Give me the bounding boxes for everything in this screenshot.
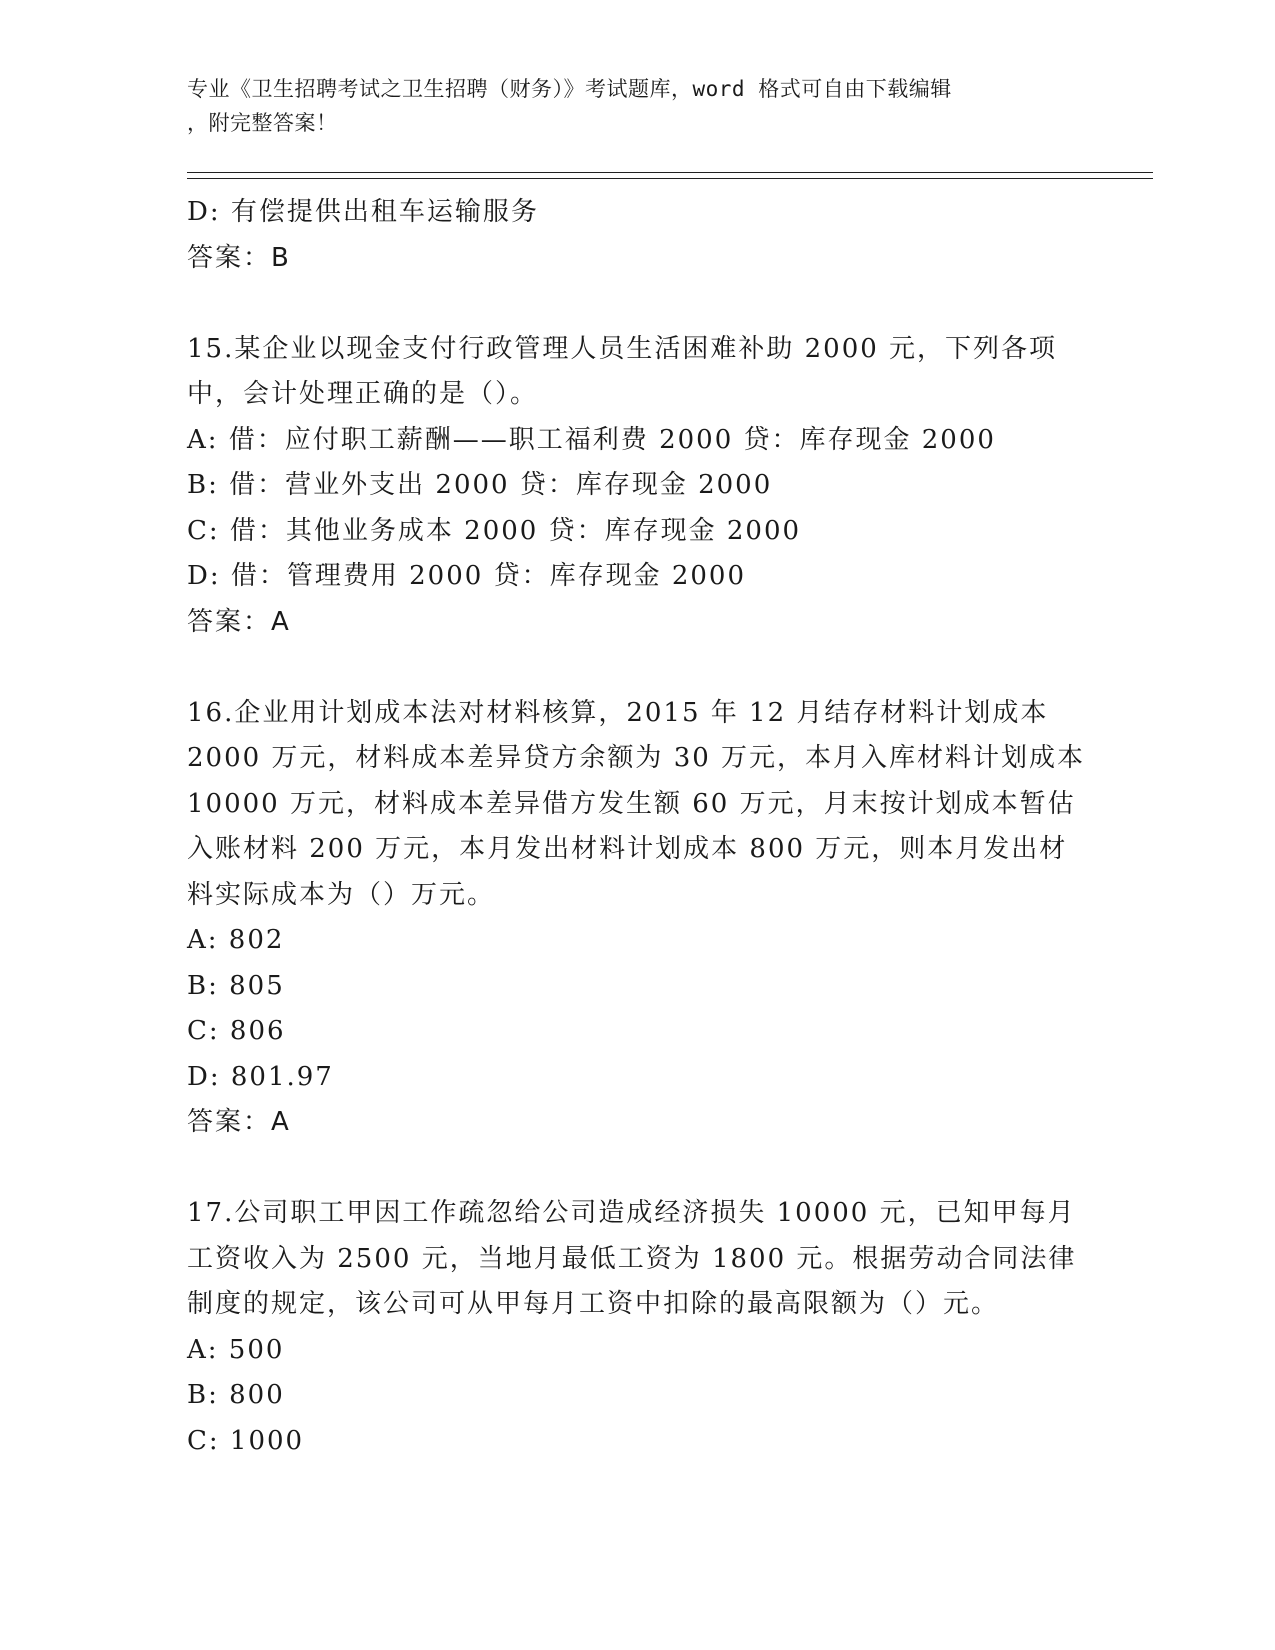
- header-divider-bottom: [187, 178, 1153, 179]
- question-text-line: 10000 万元，材料成本差异借方发生额 60 万元，月末按计划成本暂估: [187, 788, 1076, 819]
- question-text-line: 中，会计处理正确的是（）。: [187, 379, 539, 409]
- question-text-line: 料实际成本为（）万元。: [187, 879, 496, 910]
- option-c: C: 借：其他业务成本 2000 贷：库存现金 2000: [187, 515, 802, 546]
- document-header: [187, 72, 1077, 140]
- question-14-tail: [187, 190, 1087, 281]
- answer: 答案：A: [187, 606, 291, 637]
- option-b: B: 805: [187, 970, 285, 1001]
- spacer: [187, 281, 1087, 327]
- question-text-line: 工资收入为 2500 元，当地月最低工资为 1800 元。根据劳动合同法律: [187, 1243, 1077, 1274]
- header-line-2: ，附完整答案！: [187, 111, 338, 135]
- option-a: A: 802: [187, 925, 285, 955]
- question-text-line: 17.公司职工甲因工作疏忽给公司造成经济损失 10000 元，已知甲每月: [187, 1198, 1076, 1228]
- spacer: [187, 1146, 1087, 1192]
- question-text-line: 15.某企业以现金支付行政管理人员生活困难补助 2000 元，下列各项: [187, 333, 1058, 364]
- option-a: A: 500: [187, 1334, 285, 1365]
- question-text-line: 16.企业用计划成本法对材料核算，2015 年 12 月结存材料计划成本: [187, 697, 1049, 728]
- question-text-line: 入账材料 200 万元，本月发出材料计划成本 800 万元，则本月发出材: [187, 834, 1068, 864]
- question-15: [187, 327, 1087, 646]
- question-16: [187, 691, 1087, 1146]
- option-d: D: 有偿提供出租车运输服务: [187, 197, 539, 227]
- header-divider-top: [187, 172, 1153, 173]
- question-text-line: 制度的规定，该公司可从甲每月工资中扣除的最高限额为（）元。: [187, 1289, 1000, 1319]
- option-d: D: 801.97: [187, 1061, 334, 1092]
- option-c: C: 806: [187, 1016, 286, 1046]
- option-c: C: 1000: [187, 1425, 305, 1456]
- answer: 答案：A: [187, 1107, 291, 1137]
- question-17: [187, 1191, 1087, 1464]
- answer: 答案：B: [187, 242, 291, 273]
- header-line-1: 专业《卫生招聘考试之卫生招聘（财务）》考试题库，word 格式可自由下载编辑: [187, 77, 952, 101]
- option-b: B: 800: [187, 1380, 285, 1410]
- question-list: [187, 190, 1087, 1464]
- option-a: A: 借：应付职工薪酬——职工福利费 2000 贷：库存现金 2000: [187, 424, 996, 455]
- question-text-line: 2000 万元，材料成本差异贷方余额为 30 万元，本月入库材料计划成本: [187, 743, 1086, 773]
- spacer: [187, 645, 1087, 691]
- option-d: D: 借：管理费用 2000 贷：库存现金 2000: [187, 561, 747, 591]
- option-b: B: 借：营业外支出 2000 贷：库存现金 2000: [187, 470, 773, 500]
